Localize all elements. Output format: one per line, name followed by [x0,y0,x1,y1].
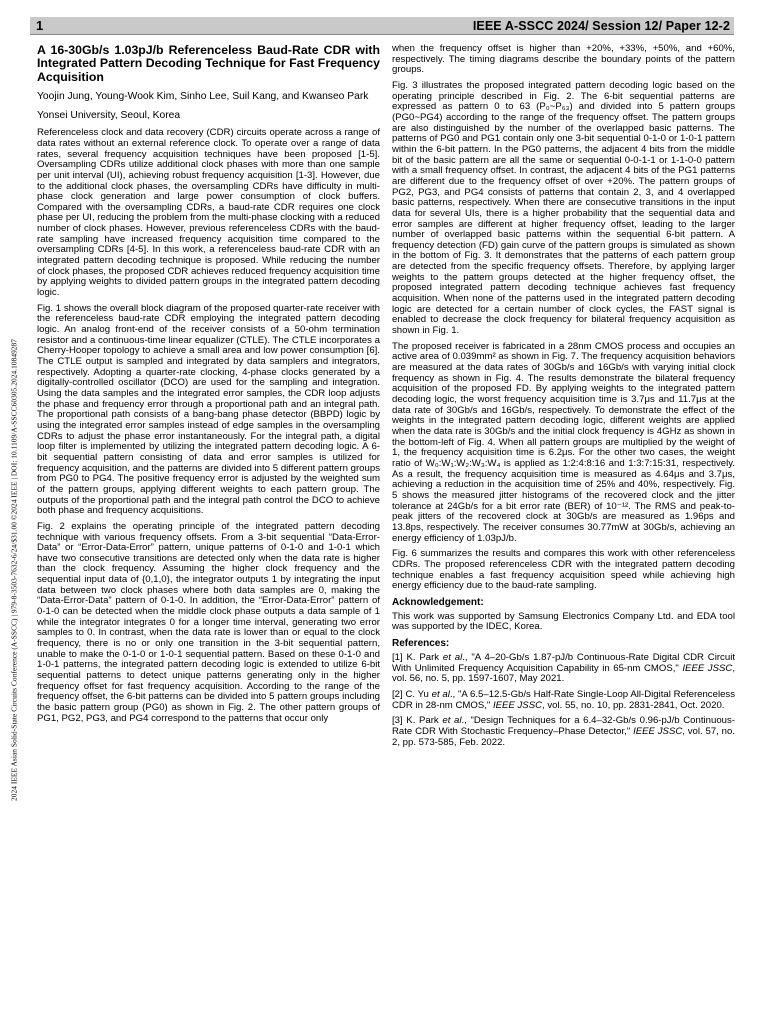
paragraph-fig3: Fig. 3 illustrates the proposed integrated pattern decoding logic based on the operating principle described in Fig. 2. The 6-bit sequential patterns are expressed as pattern 0 to 63 (P₀~P₆₃) and divided into 5 pattern groups (PG0~PG4) according to the range of the frequency offset. The pattern groups are also distinguished by the number of the overlapped basic patterns. The patterns of PG0 and PG1 contain only one 3-bit sequential 0-1-0 or 1-0-1 pattern within the 6-bit pattern. In the PG0 patterns, the adjacent 4 bits from the middle bit of the basic pattern are all the same or sequential 0-0-1-1 or 1-1-0-0 pattern with a small frequency offset. In contrast, the adjacent 4 bits of the PG1 patterns are different due to the frequency offset of over +20%. The pattern groups of PG2, PG3, and PG4 consists of patterns that contain 2, 3, and 4 overlapped basic patterns, respectively. When there are consecutive transitions in the input data for several UIs, there is a higher probability that the sequential data and error samples are different at higher frequency offset, leading to the larger number of overlapped basic patterns within the sequential 6-bit pattern. A frequency detection (FD) gain curve of the pattern groups is simulated as shown in the bottom of Fig. 3. It demonstrates that the patterns of each pattern group are detected from the specific frequency offsets. Therefore, by applying larger weights to the pattern groups detected at the higher frequency offset, the proposed integrated pattern decoding technique achieves fast frequency acquisition. When none of the patterns used in the integrated pattern decoding logic are detected for a certain number of clock cycles, the FAST signal is enabled to decrease the clock frequency for bilateral frequency acquisition as shown in Fig. 1. [392,79,735,337]
page-header [30,17,734,35]
paragraph-measurement: The proposed receiver is fabricated in a 28nm CMOS process and occupies an active area of 0.039mm² as shown in Fig. 7. The frequency acquisition behaviors are measured at the data rates of 30Gb/s and 16Gb/s with varying initial clock frequency as shown in Fig. 4. The results demonstrate the bilateral frequency acquisition of the proposed FD. By applying weights to the integrated pattern decoding logic, the worst frequency acquisition time is 3.7μs and 11.7μs at the data rate of 30Gb/s and 16Gb/s, respectively. To demonstrate the effect of the weights in the integrated pattern decoding logic, different weights are applied when the data rate is 30Gb/s and the initial clock frequency is 4GHz as shown in the bottom-left of Fig. 4. When all pattern groups are multiplied by the weight of 1, the frequency acquisition time is 6.2μs. For the other two cases, the weight ratio of W₀:W₁:W₂:W₃:W₄ is applied as 1:2:4:8:16 and 1:3:7:15:31, respectively. As a result, the frequency acquisition time is measured as 4.64μs and 3.7μs, achieving a reduction in the acquisition time of 25% and 40%, respectively. Fig. 5 shows the measured jitter histograms of the recovered clock and the jitter tolerance at 24Gb/s for a bit error rate (BER) of 10⁻¹². The RMS and peak-to-peak jitters of the recovered clock at 30Gb/s are measured as 1.96ps and 13.8ps, respectively. The receiver consumes 30.77mW at 30Gb/s, achieving an energy efficiency of 1.03pJ/b. [392,340,735,544]
session-label: IEEE A-SSCC 2024/ Session 12/ Paper 12-2 [472,18,730,33]
affiliation: Yonsei University, Seoul, Korea [37,110,181,122]
acknowledgement-text: This work was supported by Samsung Electronics Company Ltd. and EDA tool was supported by the IDEC, Korea. [392,610,735,633]
paragraph-fig1: Fig. 1 shows the overall block diagram of the proposed quarter-rate receiver with the referenceless baud-rate CDR employing the integrated pattern decoding logic. An analog front-end of the receiver consists of a 50-ohm termination resistor and a continuous-time linear equalizer (CTLE). The CTLE incorporates a Cherry-Hooper topology to achieve a small area and low power consumption [6]. The CTLE output is sampled and integrated by data samplers and integrators, respectively. Adopting a quarter-rate clocking, 4-phase clocks generated by a digitally-controlled oscillator (DCO) are used for the sampling and integration. Using the data samples and the integrated error samples, the CDR loop adjusts the phase and frequency error through a proportional path and an integral path. The proportional path consists of a bang-bang phase detector (BBPD) logic by using the integrated error samples instead of edge samples in the oversampling CDRs to adjust the phase error instantaneously. For the integral path, a digital loop filter is implemented by utilizing the integrated pattern decoding logic. A 6-bit sequential pattern consisting of data and error samples is utilized for frequency acquisition, and the patterns are divided into 5 different pattern groups from PG0 to PG4. The positive frequency error is adjusted by the weighted sum of the pattern groups, applying different weights to each pattern group. The outputs of the proportional path and the integral path control the DCO to achieve both phase and frequency acquisitions. [37,302,380,517]
right-column [392,44,735,753]
left-column [37,44,380,729]
paragraph-continued: when the frequency offset is higher than +20%, +33%, +50%, and +60%, respectively. The timing diagrams describe the boundary points of the pattern groups. [392,43,735,76]
paper-title: A 16-30Gb/s 1.03pJ/b Referenceless Baud-Rate CDR with Integrated Pattern Decoding Technique for Fast Frequency Acquisition [37,43,380,84]
references-heading: References: [392,638,450,650]
copyright-text: 2024 IEEE Asian Solid-State Circuits Conference (A-SSCC) | 979-8-3503-7632-6/24/$31.00 ©2024 IEEE | DOI: 10.1109/A-SSCC60305.2024.10849287 [9,338,19,802]
reference-item: [3] K. Park et al., "Design Techniques for a 6.4–32-Gb/s 0.96-pJ/b Continuous-Rate CDR With Stochastic Frequency–Phase Detector," IEEE JSSC, vol. 57, no. 2, pp. 573-585, Feb. 2022. [392,715,735,748]
paragraph-intro: Referenceless clock and data recovery (CDR) circuits operate across a range of data rates without an external reference clock. To operate over a range of data rates, several frequency acquisition techniques have been proposed [1-5]. Oversampling CDRs utilize additional clock phases with more than one sample per unit interval (UI), achieving robust frequency acquisition [1-3]. However, due to the additional clock phases, the oversampling CDRs have difficulty in multi-phase clock generation and large power consumption of clock buffers. Compared with the oversampling CDRs, a baud-rate CDR requires one clock phase per UI, reducing the problem from the multi-phase clocking with a reduced number of clock phases. However, previous referenceless CDRs with the baud-rate sampling have increased frequency acquisition time compared to the oversampling CDRs [4-5]. In this work, a referenceless baud-rate CDR with an integrated pattern decoding technique is proposed. While reducing the number of clock phases, the proposed CDR achieves reduced frequency acquisition time by applying weights to divided pattern groups in the integrated pattern decoding logic. [37,127,380,299]
reference-item: [1] K. Park et al., "A 4–20-Gb/s 1.87-pJ/b Continuous-Rate Digital CDR Circuit With Unlimited Frequency Acquisition Capability in 65-nm CMOS," IEEE JSSC, vol. 56, no. 5, pp. 1597-1607, May 2021. [392,652,735,685]
reference-item: [2] C. Yu et al., "A 6.5–12.5-Gb/s Half-Rate Single-Loop All-Digital Referenceless CDR in 28-nm CMOS," IEEE JSSC, vol. 55, no. 10, pp. 2831-2841, Oct. 2020. [392,689,735,711]
paragraph-summary: Fig. 6 summarizes the results and compares this work with other referenceless CDRs. The proposed referenceless CDR with the integrated pattern decoding technique enables a fast frequency acquisition speed while achieving high energy efficiency due to the baud-rate sampling. [392,548,735,592]
author-list: Yoojin Jung, Young-Wook Kim, Sinho Lee, Suil Kang, and Kwanseo Park [37,91,369,103]
page-number: 1 [36,18,44,33]
acknowledgement-heading: Acknowledgement: [392,596,484,608]
copyright-sidebar [7,190,21,950]
paragraph-fig2: Fig. 2 explains the operating principle of the integrated pattern decoding technique with various frequency offsets. From a 3-bit sequential “Data-Error-Data” or “Error-Data-Error” pattern, unique patterns of 0-1-0 and 1-0-1 which have two consecutive transitions are detected only when the data rate is higher than the clock frequency. Assuming the higher clock frequency and the sequential input data of {0,1,0}, the integrator outputs 1 by integrating the input data between two clock phases where both data samples are 0, making the “Data-Error-Data” pattern of 0-1-0. In addition, the “Error-Data-Error” pattern of 0-1-0 can be detected when the middle clock phase outputs a data sample of 1 while the integrator integrates 0 for a longer time interval, generating two error samples to 0. In contrast, when the data rate is lower than or equal to the clock frequency, there is no or only one transition in the 3-bit sequential pattern, unable to make the 0-1-0 or 1-0-1 sequential pattern. Based on these 0-1-0 and 1-0-1 patterns, the integrated pattern decoding logic is extended to utilize 6-bit sequential patterns to detect unique patterns generating only in the higher frequency offset for fast frequency acquisition. According to the range of the frequency offset, the 6-bit patterns can be divided into 5 pattern groups including the basic pattern group (PG0) as shown in Fig. 2. The other pattern groups of PG1, PG2, PG3, and PG4 correspond to the patterns that occur only [37,520,380,724]
